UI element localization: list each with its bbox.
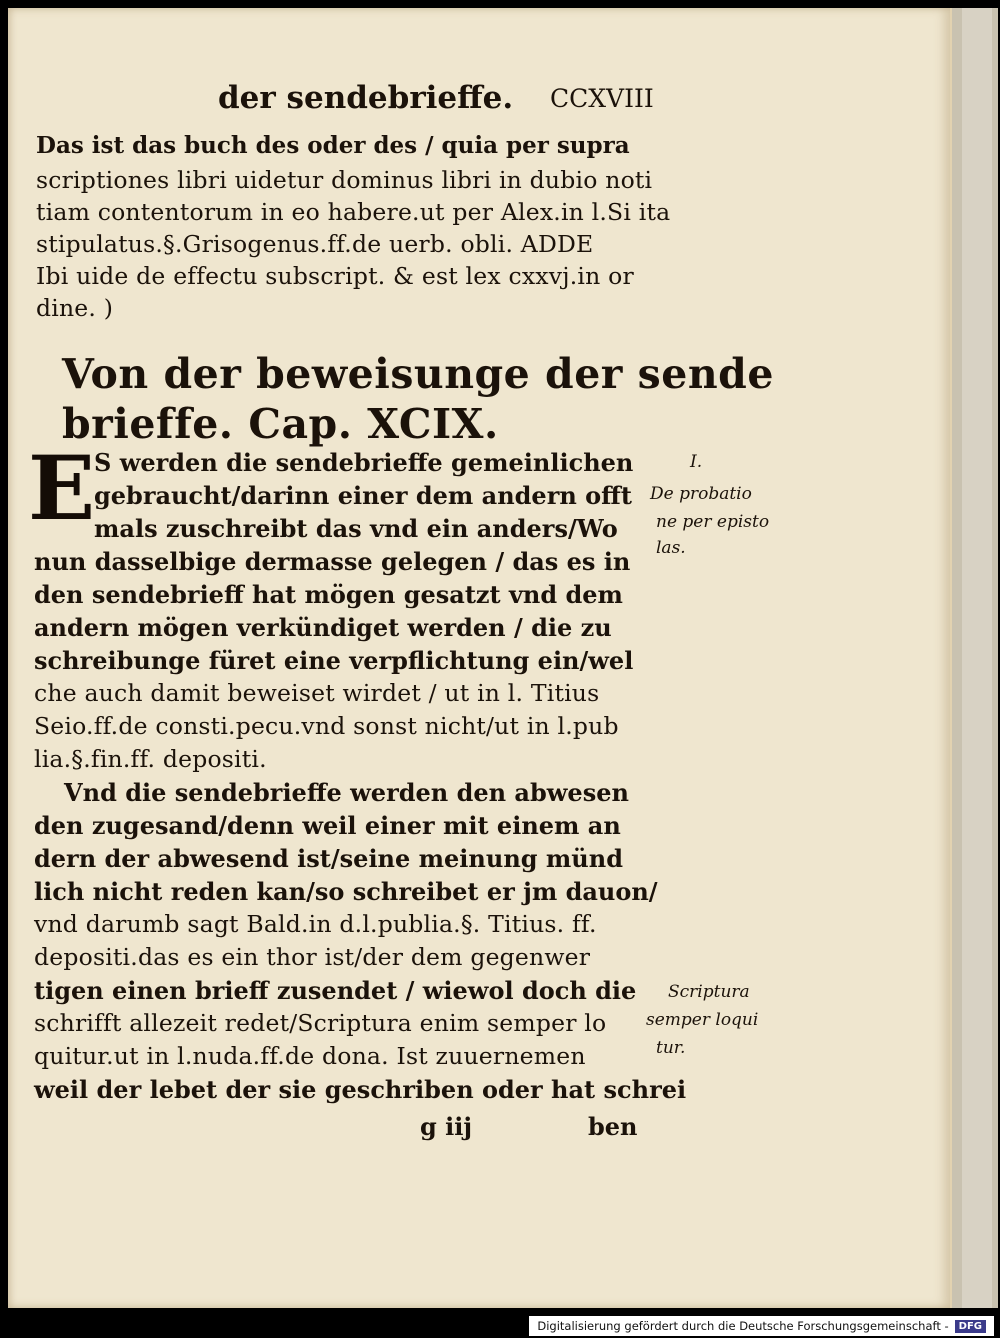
top-text-line-5: Ibi uide de effectu subscript. & est lex cxxvj.in or [36,262,634,290]
body-line-15: vnd darumb sagt Bald.in d.l.publia.§. Titius. ff. [34,910,597,938]
margin-note-1-line-3: las. [656,538,686,558]
margin-note-2-line-1: Scriptura [668,982,750,1002]
drop-capital: E [28,436,96,540]
margin-note-1-line-2: ne per episto [656,512,770,532]
body-line-14: lich nicht reden kan/so schreibet er jm dauon/ [34,877,658,906]
body-line-20: weil der lebet der sie geschriben oder hat schrei [34,1075,687,1104]
top-text-line-4: stipulatus.§.Grisogenus.ff.de uerb. obli. ADDE [36,230,594,258]
scan-edge-inner [962,8,992,1308]
body-line-9: Seio.ff.de consti.pecu.vnd sonst nicht/ut in l.pub [34,712,619,740]
top-text-line-2: scriptiones libri uidetur dominus libri in dubio noti [36,166,653,194]
margin-note-2-line-2: semper loqui [646,1010,759,1030]
body-line-10: lia.§.fin.ff. depositi. [34,745,267,773]
chapter-title-line-2: brieffe. Cap. XCIX. [62,400,499,448]
chapter-title-line-1: Von der beweisunge der sende [62,350,774,398]
body-line-5: den sendebrieff hat mögen gesatzt vnd dem [34,580,623,609]
body-line-12: den zugesand/denn weil einer mit einem an [34,811,621,840]
body-line-7: schreibunge füret eine verpflichtung ein/wel [34,646,634,675]
digitization-footer [529,1316,994,1336]
footer-credit: Digitalisierung gefördert durch die Deutsche Forschungsgemeinschaft - [537,1319,949,1333]
body-line-13: dern der abwesend ist/seine meinung münd [34,844,623,873]
body-line-18: schrifft allezeit redet/Scriptura enim semper lo [34,1009,607,1037]
top-text-line-6: dine. ) [36,294,114,322]
body-line-1: S werden die sendebrieffe gemeinlichen [94,448,634,477]
signature-mark: g iij [420,1112,473,1141]
body-line-11: Vnd die sendebrieffe werden den abwesen [64,778,629,807]
body-line-6: andern mögen verkündiget werden / die zu [34,613,612,642]
top-text-line-3: tiam contentorum in eo habere.ut per Alex.in l.Si ita [36,198,671,226]
body-line-19: quitur.ut in l.nuda.ff.de dona. Ist zuuernemen [34,1042,586,1070]
margin-note-number: I. [690,452,703,472]
catchword: ben [588,1112,638,1141]
folio-number: CCXVIII [550,84,654,113]
margin-note-2-line-3: tur. [656,1038,686,1058]
body-line-3: mals zuschreibt das vnd ein anders/Wo [94,514,618,543]
body-line-16: depositi.das es ein thor ist/der dem gegenwer [34,943,591,971]
running-title: der sendebrieffe. [218,80,514,116]
body-line-4: nun dasselbige dermasse gelegen / das es in [34,547,631,576]
dfg-logo-icon: DFG [955,1320,986,1333]
margin-note-1-line-1: De probatio [650,484,752,504]
top-text-line-1: Das ist das buch des oder des / quia per supra [36,132,630,159]
body-line-8: che auch damit beweiset wirdet / ut in l. Titius [34,679,600,707]
body-line-2: gebraucht/darinn einer dem andern offt [94,481,632,510]
body-line-17: tigen einen brieff zusendet / wiewol doch die [34,976,637,1005]
